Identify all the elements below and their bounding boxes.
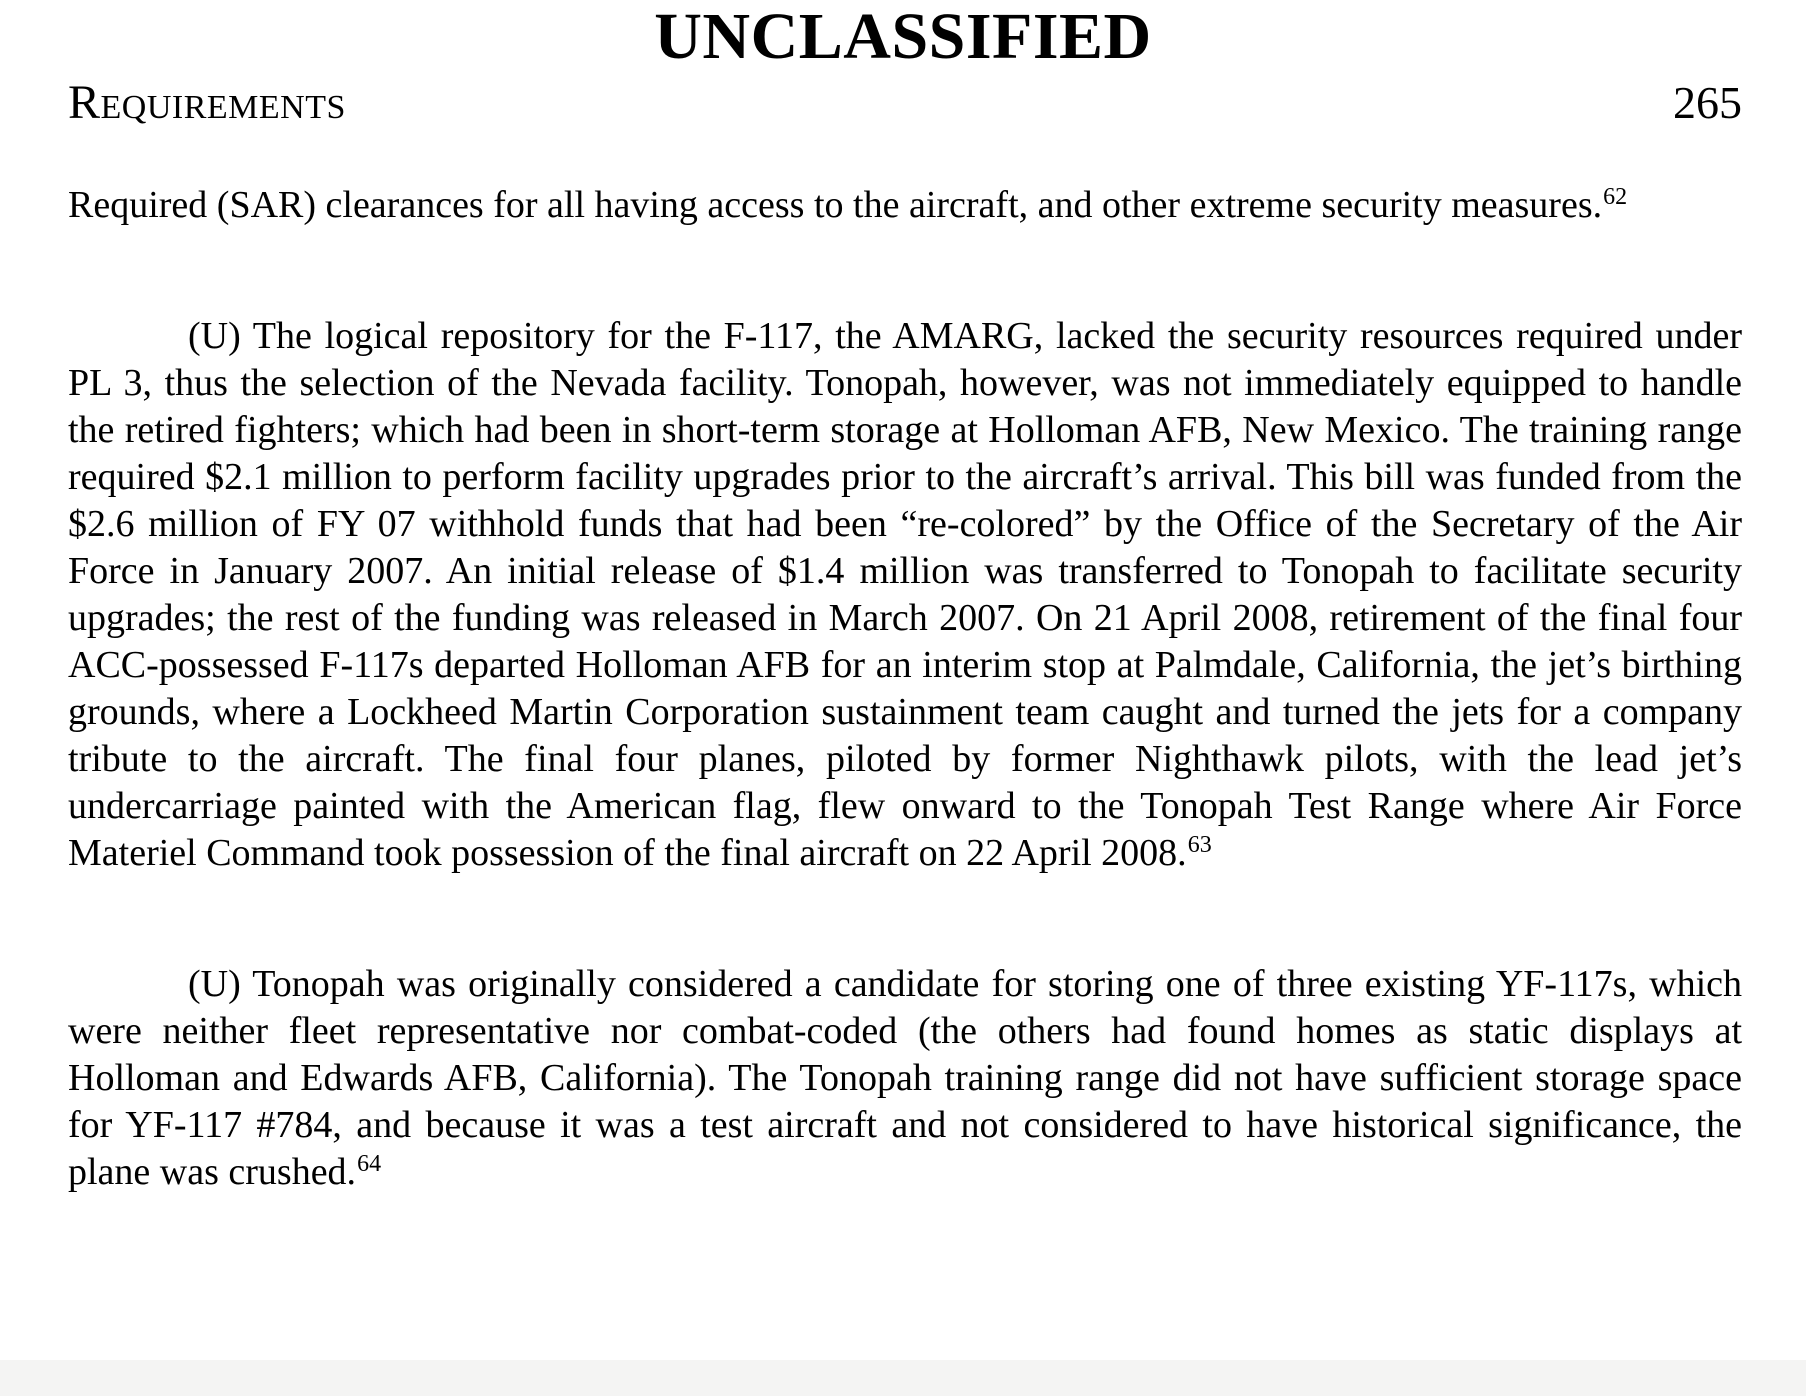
page-content <box>68 182 1742 1196</box>
page-number: 265 <box>1673 77 1742 128</box>
paragraph-f117-retirement <box>68 313 1742 877</box>
classification-banner: UNCLASSIFIED <box>654 0 1152 73</box>
paragraph-text: Required (SAR) clearances for all having access to the aircraft, and other extreme security measures. <box>68 184 1603 227</box>
section-title: Requirements <box>68 76 346 129</box>
paragraph-continued <box>68 182 1742 229</box>
footnote-ref-64: 64 <box>357 1151 382 1178</box>
footnote-ref-62: 62 <box>1603 184 1628 211</box>
page-bottom-gap <box>0 1360 1806 1396</box>
page-header <box>68 78 1742 128</box>
paragraph-text: (U) The logical repository for the F-117, the AMARG, lacked the security resources required under PL 3, thus the selection of the Nevada facility. Tonopah, however, was not immediately equipped to handle the retired fighters; which had been in short-term storage at Holloman AFB, New Mexico. The training range required $2.1 million to perform facility upgrades prior to the aircraft’s arrival. This bill was funded from the $2.6 million of FY 07 withhold funds that had been “re-colored” by the Office of the Secretary of the Air Force in January 2007. An initial release of $1.4 million was transferred to Tonopah to facilitate security upgrades; the rest of the funding was released in March 2007. On 21 April 2008, retirement of the final four ACC-possessed F-117s departed Holloman AFB for an interim stop at Palmdale, California, the jet’s birthing grounds, where a Lockheed Martin Corporation sustainment team caught and turned the jets for a company tribute to the aircraft. The final four planes, piloted by former Nighthawk pilots, with the lead jet’s undercarriage painted with the American flag, flew onward to the Tonopah Test Range where Air Force Materiel Command took possession of the final aircraft on 22 April 2008. <box>68 315 1742 875</box>
footnote-ref-63: 63 <box>1187 832 1212 859</box>
paragraph-yf117-crushed <box>68 961 1742 1196</box>
paragraph-text: (U) Tonopah was originally considered a candidate for storing one of three existing YF-117s, which were neither fleet representative nor combat-coded (the others had found homes as static displays at Holloman and Edwards AFB, California). The Tonopah training range did not have sufficient storage space for YF-117 #784, and because it was a test aircraft and not considered to have historical significance, the plane was crushed. <box>68 963 1742 1194</box>
